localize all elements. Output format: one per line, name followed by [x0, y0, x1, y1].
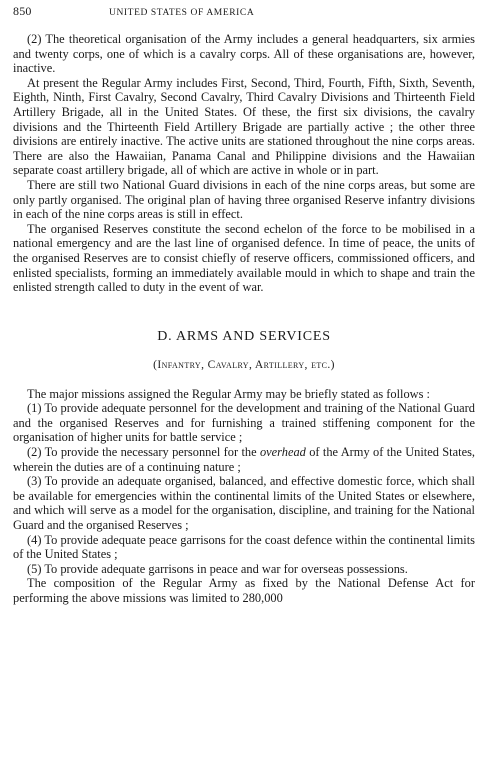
mission-item-5: (5) To provide adequate garrisons in peace and war for overseas possessions.: [27, 561, 408, 576]
mission-item-2: [13, 445, 475, 474]
paragraph-theoretical-organisation: (2) The theoretical organisation of the Army includes a general headquarters, six armies and twenty corps, one of which is a cavalry corps. All of these organisations are, however, inactive.: [13, 32, 475, 76]
paragraph-national-guard-divisions: There are still two National Guard divisions in each of the nine corps areas, but some are only partly organised. The original plan of having three organised Reserve infantry divisions in each of the nine corps areas is still in effect.: [13, 177, 475, 222]
running-head: UNITED STATES OF AMERICA: [109, 8, 255, 18]
section-heading: D. ARMS AND SERVICES: [157, 328, 331, 344]
mission-item-1: (1) To provide adequate personnel for the development and training of the National Guard and the organised Reserves and for furnishing a trained stiffening component for the organisation of higher units for battle service ;: [13, 401, 475, 445]
mission-item-2-after: of the Army of the United States, wherein the duties are of a continuing nature ;: [13, 445, 475, 474]
page-number: 850: [13, 4, 32, 18]
paragraph-regular-army-divisions: At present the Regular Army includes First, Second, Third, Fourth, Fifth, Sixth, Seventh, Eighth, Ninth, First Cavalry, Second Cavalry, Third Cavalry Divisions and Thirteenth Field Artillery Brigade, all in the United States. Of these, the first six divisions, the cavalry divisions and the Thirteenth Field Artillery Brigade are partially active ; the other three divisions are entirely inactive. The active units are stationed throughout the nine corps areas. There are also the Hawaiian, Panama Canal and Philippine divisions and the Hawaiian separate coast artillery brigade, all of which are active in whole or in part.: [13, 75, 475, 178]
body-text-missions: [13, 387, 475, 606]
body-text-top: [13, 32, 475, 295]
paragraph-composition: The composition of the Regular Army as fixed by the National Defense Act for performing the above missions was limited to 280,000: [13, 576, 475, 605]
mission-item-2-before: (2) To provide the necessary personnel for the: [27, 445, 260, 460]
mission-item-4: (4) To provide adequate peace garrisons for the coast defence within the continental limits of the United States ;: [13, 532, 475, 562]
paragraph-missions-intro: The major missions assigned the Regular Army may be briefly stated as follows :: [27, 386, 430, 401]
section-subheading: (Infantry, Cavalry, Artillery, etc.): [153, 358, 335, 371]
mission-item-3: (3) To provide an adequate organised, balanced, and effective domestic force, which shall be available for emergencies within the continental limits of the United States or elsewhere, and which will serve as a model for the organisation, discipline, and training for the National Guard and the organised Reserves ;: [13, 474, 475, 533]
page-header: [13, 4, 475, 20]
mission-item-2-italic: overhead: [259, 445, 306, 460]
paragraph-organised-reserves: The organised Reserves constitute the second echelon of the force to be mobilised in a national emergency and are the last line of organised defence. In time of peace, the units of the organised Reserves are to consist chiefly of reserve officers, commissioned officers, and enlisted specialists, forming an immediately available mould in which to shape and train the enlisted strength called to duty in the event of war.: [13, 221, 475, 295]
